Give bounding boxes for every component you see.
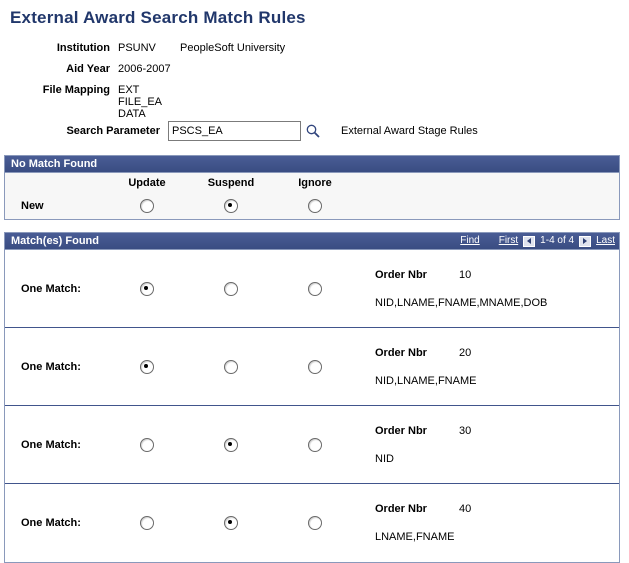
no-match-found-body [5, 173, 619, 219]
external-award-stage-rules-link[interactable]: External Award Stage Rules [341, 125, 478, 137]
no-match-found-header [5, 156, 619, 173]
info-value-institution-name: PeopleSoft University [180, 42, 286, 54]
no-match-ignore-cell [273, 199, 357, 213]
search-parameter-label: Search Parameter [66, 125, 160, 137]
order-nbr-value-1: 10 [459, 268, 472, 281]
info-label-institution: Institution [56, 42, 110, 54]
match-row-right-1 [357, 250, 619, 327]
match-suspend-cell-4 [189, 516, 273, 530]
order-nbr-value-2: 20 [459, 346, 472, 359]
info-row-institution [10, 42, 629, 63]
radio-new-suspend[interactable] [224, 199, 238, 213]
next-arrow-icon[interactable] [579, 236, 591, 247]
radio-match3-suspend[interactable] [224, 438, 238, 452]
column-header-ignore: Ignore [298, 177, 332, 189]
radio-new-update[interactable] [140, 199, 154, 213]
magnifier-icon[interactable] [305, 123, 321, 139]
match-fields-2: NID,LNAME,FNAME [375, 374, 477, 387]
search-parameter-row [0, 119, 629, 143]
match-fields-1: NID,LNAME,FNAME,MNAME,DOB [375, 296, 548, 309]
info-value-aid-year: 2006-2007 [118, 63, 171, 75]
find-link[interactable]: Find [460, 235, 480, 246]
radio-match3-ignore[interactable] [308, 438, 322, 452]
radio-match1-update[interactable] [140, 282, 154, 296]
match-row-right-3 [357, 406, 619, 483]
radio-match2-ignore[interactable] [308, 360, 322, 374]
info-value-institution-code: PSUNV [118, 42, 156, 54]
radio-match1-ignore[interactable] [308, 282, 322, 296]
info-row-aid-year [10, 63, 629, 84]
matches-found-body [5, 250, 619, 562]
radio-new-ignore[interactable] [308, 199, 322, 213]
info-label-aid-year: Aid Year [66, 63, 110, 75]
match-update-cell-3 [105, 438, 189, 452]
order-nbr-value-4: 40 [459, 503, 472, 515]
match-fields-3: NID [375, 452, 394, 465]
order-nbr-label-1: Order Nbr [375, 268, 427, 281]
match-row-right-2 [357, 328, 619, 405]
match-row-label-4: One Match: [21, 517, 81, 529]
match-suspend-cell-3 [189, 438, 273, 452]
match-suspend-cell-2 [189, 360, 273, 374]
match-ignore-cell-4 [273, 516, 357, 530]
prev-arrow-icon[interactable] [523, 236, 535, 247]
order-nbr-label-3: Order Nbr [375, 424, 427, 437]
match-ignore-cell-3 [273, 438, 357, 452]
radio-match2-suspend[interactable] [224, 360, 238, 374]
radio-match3-update[interactable] [140, 438, 154, 452]
page-title: External Award Search Match Rules [10, 8, 306, 27]
order-nbr-label-4: Order Nbr [375, 503, 427, 515]
no-match-update-cell [105, 199, 189, 213]
radio-match4-update[interactable] [140, 516, 154, 530]
matches-found-panel [4, 232, 620, 563]
match-row-left-2 [5, 328, 357, 405]
table-row [5, 328, 619, 406]
match-ignore-cell-2 [273, 360, 357, 374]
table-row [5, 406, 619, 484]
matches-found-title: Match(es) Found [11, 235, 99, 247]
last-link[interactable]: Last [596, 235, 615, 246]
order-nbr-line-1 [375, 269, 619, 291]
match-row-label-1: One Match: [21, 282, 81, 295]
match-ignore-cell-1 [273, 282, 357, 296]
order-nbr-line-3 [375, 425, 619, 447]
row-count-label: 1-4 of 4 [540, 235, 575, 246]
match-row-left-1 [5, 250, 357, 327]
match-row-left-3 [5, 406, 357, 483]
info-row-file-mapping [10, 84, 629, 120]
radio-match1-suspend[interactable] [224, 282, 238, 296]
table-row [5, 484, 619, 562]
match-suspend-cell-1 [189, 282, 273, 296]
no-match-suspend-cell [189, 199, 273, 213]
match-fields-4: LNAME,FNAME [375, 531, 455, 543]
order-nbr-line-2 [375, 347, 619, 369]
match-update-cell-4 [105, 516, 189, 530]
match-row-right-4 [357, 484, 619, 562]
order-nbr-value-3: 30 [459, 424, 472, 437]
header-info-block [0, 42, 629, 120]
column-header-update: Update [128, 177, 166, 189]
search-parameter-input[interactable] [168, 121, 301, 141]
match-row-label-2: One Match: [21, 360, 81, 373]
order-nbr-label-2: Order Nbr [375, 346, 427, 359]
info-value-file-mapping: EXT FILE_EA DATA [118, 84, 162, 120]
no-match-found-title: No Match Found [11, 158, 98, 170]
table-row [5, 250, 619, 328]
column-header-suspend: Suspend [207, 177, 255, 189]
no-match-row-new [5, 193, 619, 219]
radio-match2-update[interactable] [140, 360, 154, 374]
first-link[interactable]: First [498, 235, 519, 246]
matches-found-header [5, 233, 619, 250]
radio-match4-suspend[interactable] [224, 516, 238, 530]
radio-match4-ignore[interactable] [308, 516, 322, 530]
no-match-found-panel [4, 155, 620, 220]
grid-navigation [460, 233, 615, 249]
no-match-row-label: New [21, 200, 44, 212]
match-row-label-3: One Match: [21, 438, 81, 451]
match-update-cell-1 [105, 282, 189, 296]
info-label-file-mapping: File Mapping [42, 84, 110, 96]
no-match-column-headers [5, 173, 619, 193]
match-row-left-4 [5, 484, 357, 562]
match-update-cell-2 [105, 360, 189, 374]
